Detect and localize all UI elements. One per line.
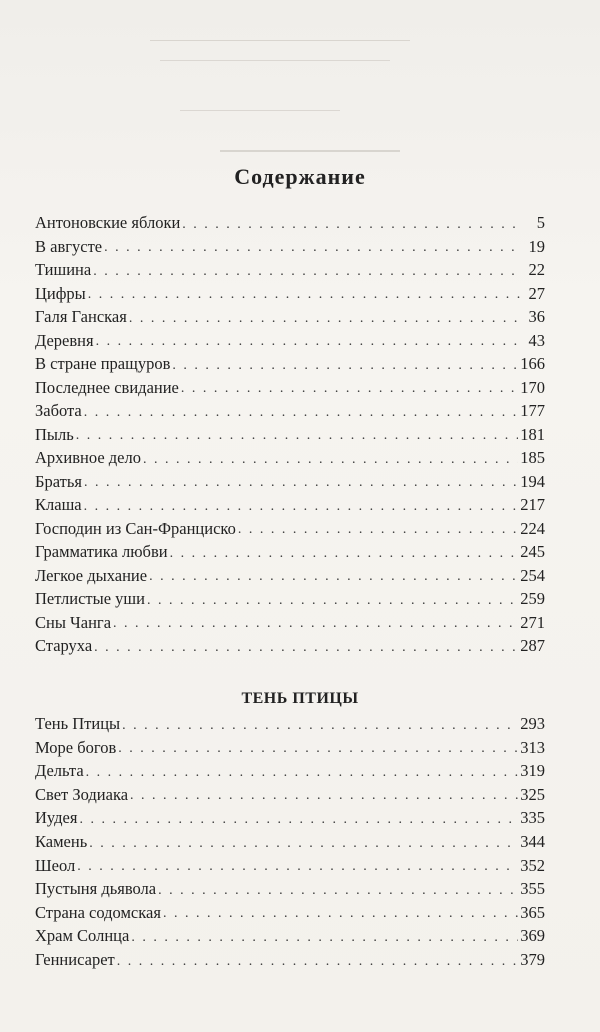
toc-entry-title: Тень Птицы: [35, 714, 121, 733]
toc-entry-title: Дельта: [35, 761, 84, 781]
dot-leader: [143, 450, 518, 470]
toc-entry-page: 287: [520, 636, 545, 655]
toc-entry: [35, 564, 545, 588]
toc-entry: [35, 211, 545, 235]
toc-entry-title: Архивное дело: [35, 448, 141, 467]
toc-entry-title: Тишина: [35, 260, 92, 279]
toc-entry-page: 259: [520, 589, 545, 608]
dot-leader: [84, 403, 518, 423]
dot-leader: [84, 473, 518, 493]
toc-entry: [35, 399, 545, 423]
toc-entry-page: 166: [520, 354, 545, 373]
toc-entry-page: 181: [520, 424, 545, 444]
toc-entry: [35, 759, 545, 783]
dot-leader: [89, 834, 518, 854]
toc-entry-page: 365: [520, 902, 545, 922]
dot-leader: [182, 215, 523, 235]
toc-entry-title: Забота: [35, 401, 82, 420]
toc-entry-title: Страна содомская: [35, 902, 161, 922]
toc-entry-page: 185: [520, 448, 545, 467]
dot-leader: [84, 497, 519, 517]
toc-entry-title: Геннисарет: [35, 949, 115, 969]
toc-entry-title: Пустыня дьявола: [35, 879, 157, 899]
toc-entry-title: Антоновские яблоки: [35, 213, 181, 232]
dot-leader: [88, 285, 523, 305]
toc-entry: [35, 830, 545, 854]
toc-entry: [35, 806, 545, 830]
toc-entry-title: Иудея: [35, 808, 78, 828]
dot-leader: [104, 238, 523, 258]
toc-entry: [35, 352, 545, 376]
dot-leader: [172, 356, 518, 376]
dot-leader: [181, 379, 518, 399]
dot-leader: [93, 262, 523, 282]
toc-entry-title: Петлистые уши: [35, 589, 145, 608]
dot-leader: [94, 638, 518, 658]
dot-leader: [118, 739, 518, 759]
toc-entry: [35, 305, 545, 329]
dot-leader: [163, 904, 518, 924]
toc-entry: [35, 517, 545, 541]
table-of-contents: [35, 211, 545, 658]
toc-entry-page: 325: [520, 784, 545, 804]
toc-entry: [35, 712, 545, 736]
toc-entry-title: В августе: [35, 236, 103, 256]
toc-entry-page: 352: [520, 855, 545, 875]
toc-entry-title: Сны Чанга: [35, 612, 112, 632]
toc-entry-page: 36: [528, 307, 545, 326]
dot-leader: [170, 544, 519, 564]
toc-entry: [35, 854, 545, 878]
toc-entry: [35, 611, 545, 635]
toc-entry-page: 22: [528, 260, 545, 279]
toc-entry-title: В стране пращуров: [35, 354, 171, 373]
toc-entry: [35, 282, 545, 306]
dot-leader: [147, 591, 518, 611]
toc-entry: [35, 634, 545, 658]
toc-entry: [35, 736, 545, 760]
toc-entry-title: Легкое дыхание: [35, 565, 148, 585]
toc-entry: [35, 423, 545, 447]
toc-entry-page: 319: [520, 761, 545, 781]
toc-entry-title: Цифры: [35, 283, 86, 303]
table-of-contents-section: [35, 712, 545, 972]
toc-entry: [35, 948, 545, 972]
toc-entry-page: 19: [528, 236, 545, 256]
toc-entry: [35, 877, 545, 901]
toc-entry-title: Старуха: [35, 636, 93, 655]
dot-leader: [96, 332, 523, 352]
toc-entry-title: Галя Ганская: [35, 307, 127, 326]
toc-entry-title: Камень: [35, 831, 88, 851]
toc-entry-page: 245: [520, 542, 545, 561]
dot-leader: [113, 614, 518, 634]
toc-entry-title: Братья: [35, 471, 82, 491]
toc-entry-page: 254: [520, 565, 545, 585]
dot-leader: [77, 857, 518, 877]
toc-entry-page: 379: [520, 949, 545, 969]
toc-entry-page: 43: [528, 330, 545, 350]
dot-leader: [76, 426, 518, 446]
toc-entry-page: 5: [536, 213, 545, 232]
section-heading: ТЕНЬ ПТИЦЫ: [241, 690, 359, 707]
dot-leader: [238, 520, 518, 540]
dot-leader: [122, 716, 518, 736]
toc-entry-title: Деревня: [35, 330, 94, 350]
toc-entry-title: Море богов: [35, 737, 117, 757]
toc-entry: [35, 901, 545, 925]
toc-entry-page: 217: [520, 495, 545, 514]
toc-entry-title: Шеол: [35, 855, 76, 875]
toc-entry: [35, 470, 545, 494]
toc-entry-page: 293: [520, 714, 545, 733]
toc-entry-page: 313: [520, 737, 545, 757]
toc-entry: [35, 235, 545, 259]
dot-leader: [149, 567, 518, 587]
toc-entry-page: 170: [520, 377, 545, 397]
toc-entry-page: 271: [520, 612, 545, 632]
toc-entry-page: 344: [520, 831, 545, 851]
toc-entry-page: 194: [520, 471, 545, 491]
toc-entry-page: 27: [528, 283, 545, 303]
toc-entry: [35, 258, 545, 282]
toc-entry-title: Свет Зодиака: [35, 784, 129, 804]
dot-leader: [86, 763, 519, 783]
toc-entry: [35, 329, 545, 353]
dot-leader: [79, 810, 518, 830]
toc-entry: [35, 924, 545, 948]
toc-entry-page: 369: [520, 926, 545, 946]
toc-entry-title: Последнее свидание: [35, 377, 179, 397]
page-title: Содержание: [234, 164, 366, 189]
toc-entry-title: Пыль: [35, 424, 74, 444]
toc-entry: [35, 446, 545, 470]
toc-entry: [35, 540, 545, 564]
toc-entry-page: 335: [520, 808, 545, 828]
toc-entry: [35, 783, 545, 807]
toc-entry-title: Господин из Сан-Франциско: [35, 518, 236, 538]
toc-entry: [35, 376, 545, 400]
toc-entry-page: 355: [520, 879, 545, 899]
toc-entry-title: Храм Солнца: [35, 926, 130, 946]
dot-leader: [129, 309, 523, 329]
dot-leader: [131, 928, 518, 948]
toc-entry-title: Грамматика любви: [35, 542, 168, 561]
dot-leader: [158, 881, 518, 901]
toc-entry-page: 177: [520, 401, 545, 420]
toc-entry-page: 224: [520, 518, 545, 538]
toc-entry: [35, 493, 545, 517]
toc-entry-title: Клаша: [35, 495, 82, 514]
toc-entry: [35, 587, 545, 611]
dot-leader: [117, 952, 519, 972]
dot-leader: [130, 786, 518, 806]
